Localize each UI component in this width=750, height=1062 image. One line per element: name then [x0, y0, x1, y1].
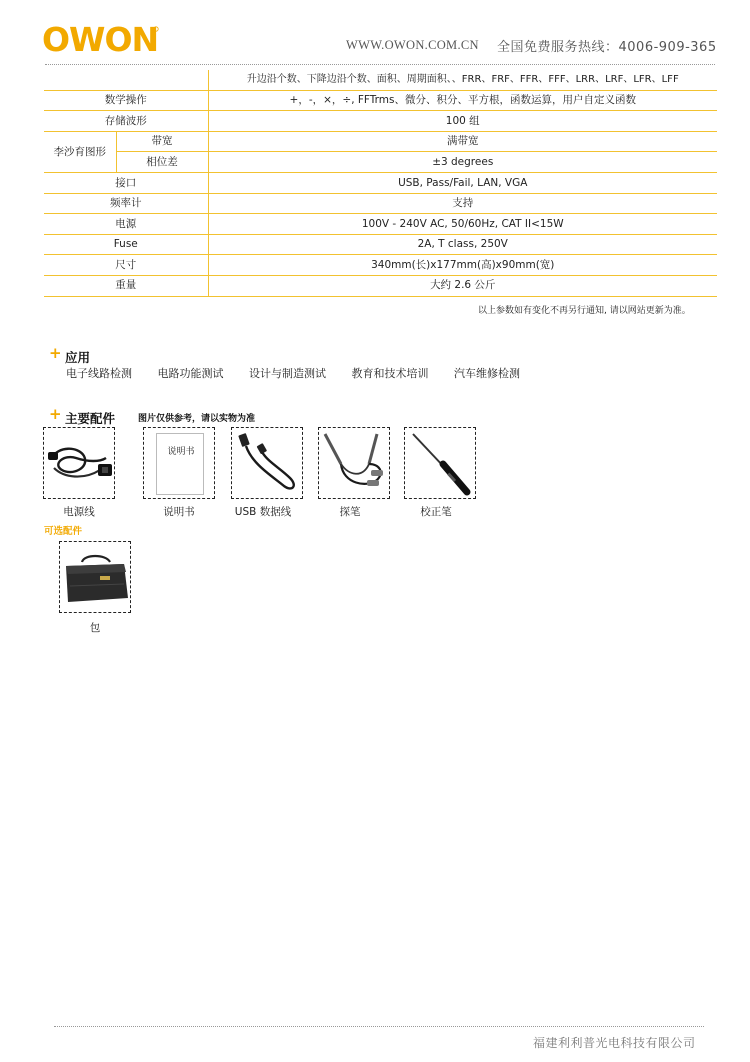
header-divider	[45, 64, 715, 65]
spec-value: 升边沿个数、下降边沿个数、面积、周期面积、、FRR、FRF、FFR、FFF、LRR、LRF、LFR、LFF	[208, 70, 717, 90]
spec-value: ±3 degrees	[208, 152, 717, 173]
probe-icon	[319, 428, 390, 499]
spec-value: 支持	[208, 193, 717, 214]
accessories-note: 图片仅供参考，请以实物为准	[138, 414, 256, 424]
table-row	[44, 193, 717, 214]
table-row	[44, 214, 717, 235]
list-item: 汽车维修检测	[454, 367, 520, 380]
spec-value: 大约 2.6 公斤	[208, 275, 717, 296]
accessory-image-calibration-pen	[404, 427, 476, 499]
usb-cable-icon	[232, 428, 303, 499]
accessories-title: 主要配件	[65, 411, 116, 426]
plus-icon: +	[49, 344, 62, 362]
hotline-text: 全国免费服务热线：4006-909-365	[497, 40, 717, 55]
table-row	[44, 172, 717, 193]
power-cord-icon	[44, 428, 115, 499]
spec-value: 满带宽	[208, 131, 717, 152]
accessory-label: 包	[89, 622, 101, 634]
spec-label: Fuse	[44, 234, 208, 255]
accessory-image-manual	[143, 427, 215, 499]
accessory-image-power-cord	[43, 427, 115, 499]
table-row	[44, 90, 717, 111]
list-item: 教育和技术培训	[351, 367, 429, 380]
spec-label	[44, 70, 208, 90]
spec-value: 100 组	[208, 111, 717, 132]
manual-icon	[156, 433, 204, 495]
spec-sub-label: 带宽	[116, 131, 208, 152]
spec-sub-label: 相位差	[116, 152, 208, 173]
plus-icon: +	[49, 405, 62, 423]
table-row	[44, 255, 717, 276]
spec-value: 100V - 240V AC, 50/60Hz, CAT II<15W	[208, 214, 717, 235]
table-row	[44, 131, 717, 152]
accessory-image-probe	[318, 427, 390, 499]
spec-label: 电源	[44, 214, 208, 235]
spec-value: 340mm(长)x177mm(高)x90mm(宽)	[208, 255, 717, 276]
spec-value: +，-，×，÷, FFTrms、微分、积分、平方根，函数运算，用户自定义函数	[208, 90, 717, 111]
website-url: WWW.OWON.COM.CN	[346, 38, 479, 52]
accessory-label: 说明书	[163, 506, 195, 518]
list-item: 电路功能测试	[157, 367, 224, 380]
accessory-image-bag	[59, 541, 131, 613]
table-row	[44, 111, 717, 132]
spec-value: USB, Pass/Fail, LAN, VGA	[208, 172, 717, 193]
applications-list	[66, 365, 542, 381]
spec-group-label: 李沙育图形	[44, 131, 116, 172]
table-row	[44, 275, 717, 296]
owon-logo	[42, 22, 162, 58]
spec-label: 接口	[44, 172, 208, 193]
calibration-pen-icon	[405, 428, 476, 499]
company-name: 福建利利普光电科技有限公司	[533, 1036, 696, 1050]
list-item: 设计与制造测试	[249, 367, 326, 380]
manual-cover-text: 说明书	[167, 447, 195, 457]
table-row	[44, 234, 717, 255]
applications-title: 应用	[65, 350, 91, 365]
accessory-label: 电源线	[63, 506, 95, 518]
spec-label: 数学操作	[44, 90, 208, 111]
spec-note: 以上参数如有变化不再另行通知, 请以网站更新为准。	[478, 306, 691, 316]
spec-label: 存储波形	[44, 111, 208, 132]
optional-accessories-title: 可选配件	[44, 526, 83, 537]
accessory-label: 校正笔	[420, 506, 452, 518]
list-item: 电子线路检测	[66, 367, 132, 380]
spec-label: 尺寸	[44, 255, 208, 276]
table-row	[44, 70, 717, 90]
accessory-label: 探笔	[339, 506, 361, 518]
spec-label: 重量	[44, 275, 208, 296]
footer-divider	[54, 1026, 704, 1027]
svg-text:OWON: OWON	[42, 22, 159, 58]
spec-value: 2A, T class, 250V	[208, 234, 717, 255]
accessory-label: USB 数据线	[234, 506, 292, 518]
accessory-image-usb-cable	[231, 427, 303, 499]
spec-table	[44, 70, 717, 297]
table-row	[44, 152, 717, 173]
page-header	[0, 0, 750, 68]
bag-icon	[60, 542, 131, 613]
spec-label: 频率计	[44, 193, 208, 214]
